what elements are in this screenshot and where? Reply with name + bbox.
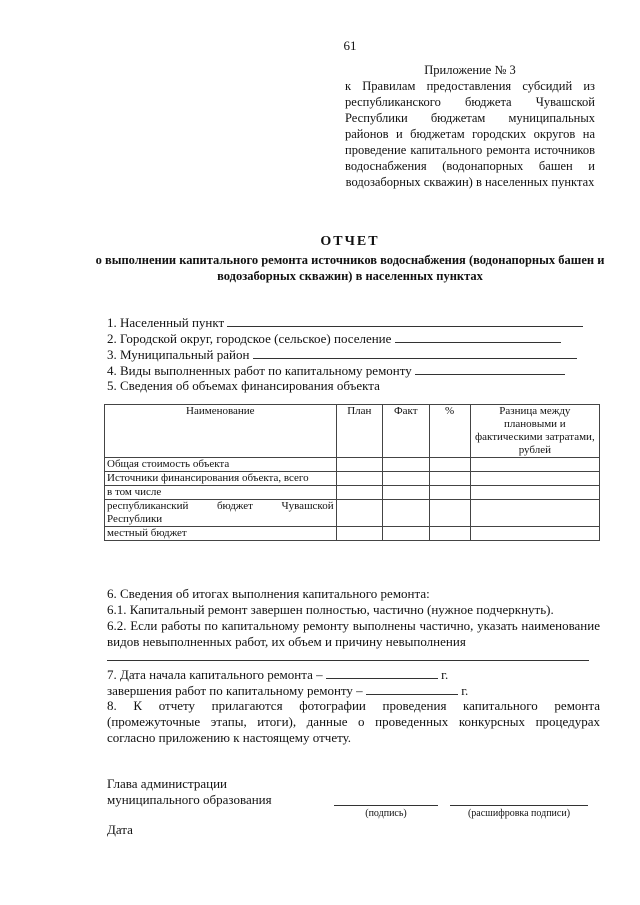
table-cell[interactable]	[336, 458, 382, 472]
table-cell[interactable]	[470, 500, 599, 527]
field-municipal-area	[107, 346, 577, 363]
signature-line[interactable]	[334, 805, 438, 806]
signature-decoding-line[interactable]	[450, 805, 588, 806]
end-year-suffix: г.	[461, 683, 469, 698]
table-cell[interactable]	[336, 472, 382, 486]
table-cell[interactable]	[383, 527, 429, 541]
section-6	[107, 586, 600, 650]
field-locality-line[interactable]	[227, 314, 583, 327]
appendix-heading: Приложение № 3	[424, 63, 516, 77]
section-8	[107, 698, 600, 746]
table-cell[interactable]	[470, 527, 599, 541]
table-header-row	[105, 405, 600, 458]
header-name: Наименование	[105, 405, 337, 458]
unfinished-works-line[interactable]	[107, 660, 589, 661]
table-row	[105, 458, 600, 472]
header-fact: Факт	[383, 405, 429, 458]
table-cell[interactable]	[383, 458, 429, 472]
table-row	[105, 500, 600, 527]
signatory-title	[107, 776, 272, 808]
date-label: Дата	[107, 822, 133, 837]
section-6-2: 6.2. Если работы по капитальному ремонту выполнены частично, указать наименование видов невыполненных работ, их объем и причину невыполнения	[107, 618, 600, 649]
table-row	[105, 472, 600, 486]
signature-decoding-caption: (расшифровка подписи)	[467, 808, 571, 819]
field-district-line[interactable]	[395, 330, 561, 343]
section-7-end	[107, 682, 468, 699]
header-plan: План	[336, 405, 382, 458]
field-work-types-label: 4. Виды выполненных работ по капитальному ремонту	[107, 363, 412, 378]
table-cell[interactable]	[336, 527, 382, 541]
table-cell[interactable]	[383, 472, 429, 486]
signatory-line1: Глава администрации	[107, 776, 228, 791]
section-7-start	[107, 666, 448, 683]
table-cell[interactable]	[429, 486, 470, 500]
start-date-line[interactable]	[326, 666, 438, 679]
table-cell[interactable]	[336, 486, 382, 500]
header-percent: %	[429, 405, 470, 458]
section-7-start-label: 7. Дата начала капитального ремонта –	[107, 667, 323, 682]
section-8-text: 8. К отчету прилагаются фотографии проведения капитального ремонта (промежуточные этапы, итоги), данные о проведенных конкурсных процедурах согласно приложению к настоящему отчету.	[107, 698, 600, 745]
table-cell[interactable]	[429, 472, 470, 486]
field-locality	[107, 314, 583, 331]
signatory-line2: муниципального образования	[107, 792, 272, 807]
table-cell[interactable]	[429, 527, 470, 541]
section-6-heading: 6. Сведения об итогах выполнения капитального ремонта:	[107, 586, 430, 601]
table-row	[105, 486, 600, 500]
field-work-types	[107, 362, 565, 379]
table-cell[interactable]	[470, 486, 599, 500]
field-municipal-area-line[interactable]	[253, 346, 577, 359]
end-date-line[interactable]	[366, 682, 458, 695]
field-financing-label: 5. Сведения об объемах финансирования объекта	[107, 378, 380, 393]
table-cell[interactable]	[336, 500, 382, 527]
table-row-label: республиканский бюджет Чувашской Республики	[105, 500, 337, 527]
table-cell[interactable]	[429, 458, 470, 472]
table-row-label: местный бюджет	[105, 527, 337, 541]
table-cell[interactable]	[470, 458, 599, 472]
start-year-suffix: г.	[441, 667, 449, 682]
table-row-label: Источники финансирования объекта, всего	[105, 472, 337, 486]
appendix-text: к Правилам предоставления субсидий из республиканского бюджета Чувашской Республики бюджетам муниципальных районов и бюджетам городских округов на проведение капитального ремонта источников водоснабжения (водонапорных башен и водозаборных скважин) в населенных пунктах	[345, 79, 595, 189]
section-7-end-label: завершения работ по капитальному ремонту –	[107, 683, 363, 698]
field-locality-label: 1. Населенный пункт	[107, 315, 225, 330]
financing-table	[104, 404, 600, 541]
table-cell[interactable]	[429, 500, 470, 527]
field-financing	[107, 378, 380, 394]
page-number: 61	[343, 38, 357, 53]
field-district-label: 2. Городской округ, городское (сельское) поселение	[107, 331, 392, 346]
report-title: ОТЧЕТ	[320, 234, 380, 249]
report-subtitle: о выполнении капитального ремонта источников водоснабжения (водонапорных башен и водозаборных скважин) в населенных пунктах	[95, 253, 605, 283]
table-row-label: Общая стоимость объекта	[105, 458, 337, 472]
field-district	[107, 330, 561, 347]
section-6-1: 6.1. Капитальный ремонт завершен полностью, частично (нужное подчеркнуть).	[107, 602, 554, 617]
table-cell[interactable]	[383, 486, 429, 500]
table-cell[interactable]	[470, 472, 599, 486]
table-cell[interactable]	[383, 500, 429, 527]
header-difference: Разница между плановыми и фактическими затратами, рублей	[470, 405, 599, 458]
signature-caption: (подпись)	[365, 808, 407, 819]
field-work-types-line[interactable]	[415, 362, 565, 375]
table-row-label: в том числе	[105, 486, 337, 500]
table-row	[105, 527, 600, 541]
appendix-block	[345, 62, 595, 190]
field-municipal-area-label: 3. Муниципальный район	[107, 347, 250, 362]
